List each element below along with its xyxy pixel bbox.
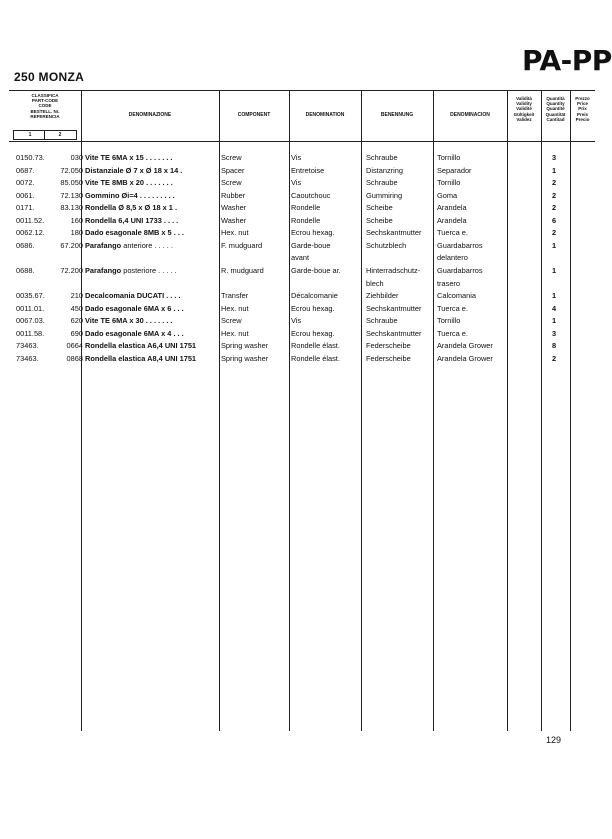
part-code-1: 0150.73. (16, 153, 45, 162)
component-es: Tornillo (437, 178, 461, 188)
component-de: Ziehbilder (366, 291, 399, 301)
component-es: Tuerca e. (437, 328, 468, 338)
component-fr: Décalcomanie (291, 291, 338, 301)
denomination-it (85, 291, 223, 301)
denomination-it (85, 329, 223, 339)
component-fr: Rondelle (291, 203, 321, 213)
denomination-it-bold: Vite TE 6MA x 30 . . . . . . . (85, 316, 173, 326)
component-fr: Caoutchouc (291, 190, 331, 200)
header-es: DENOMINACION (450, 112, 490, 118)
part-code-2: 210 (70, 291, 83, 301)
component-de: Schraube (366, 316, 398, 326)
part-code-2: 690 (70, 328, 83, 338)
quantity: 1 (551, 291, 557, 301)
component-de: Federscheibe (366, 353, 411, 363)
component-en: Spring washer (221, 341, 269, 351)
table-row (9, 216, 595, 226)
component-en: Hex. nut (221, 328, 249, 338)
part-code-1: 0067.03. (16, 316, 45, 326)
component-es: Arandela Grower (437, 341, 493, 351)
header-price: Prezzo Price Prix Preis Precio (575, 96, 590, 122)
component-es: Goma (437, 190, 458, 200)
component-fr: Ecrou hexag. (291, 328, 335, 338)
part-code-1: 0687. (16, 165, 35, 175)
denomination-it (85, 241, 223, 251)
component-fr: Garde-boue ar. (291, 265, 341, 275)
quantity: 2 (551, 178, 557, 188)
denomination-it-bold: Parafango (85, 240, 122, 250)
quantity: 8 (551, 341, 557, 351)
component-en: Transfer (221, 291, 249, 301)
denomination-it-bold: Parafango (85, 265, 122, 275)
denomination-it (85, 153, 223, 163)
header-it: DENOMINAZIONE (128, 112, 172, 118)
parts-table (9, 90, 595, 731)
table-row (9, 241, 595, 251)
component-en: Hex. nut (221, 303, 249, 313)
component-de: Scheibe (366, 215, 393, 225)
table-row (9, 354, 595, 364)
component-es: Separador (437, 165, 472, 175)
table-row (9, 166, 595, 176)
header-rule (9, 141, 595, 142)
component-en: R. mudguard (221, 265, 264, 275)
quantity: 6 (551, 215, 557, 225)
denomination-it-bold: Dado esagonale 6MA x 6 . . . (85, 303, 184, 313)
header-qty: Quantità Quantity Quantité Quantität Cantitad (545, 96, 566, 122)
component-fr: Rondelle élast. (291, 353, 340, 363)
component-fr: Rondelle (291, 215, 321, 225)
component-fr: Vis (291, 316, 302, 326)
part-code-1: 0011.52. (16, 215, 45, 225)
component-en: Spacer (221, 165, 245, 175)
table-row (9, 266, 595, 276)
quantity: 3 (551, 153, 557, 162)
part-code-2: 180 (70, 228, 83, 238)
component-fr: Rondelle élast. (291, 341, 340, 351)
component-de: Scheibe (366, 203, 393, 213)
component-fr: Ecrou hexag. (291, 228, 335, 238)
denomination-it-rest: anteriore . . . . . (121, 240, 173, 250)
denomination-it (85, 354, 223, 364)
denomination-it (85, 203, 223, 213)
quantity: 1 (551, 316, 557, 326)
quantity: 2 (551, 190, 557, 200)
component-en: Spring washer (221, 353, 269, 363)
part-code-1: 0011.01. (16, 303, 45, 313)
component-en: Rubber (221, 190, 246, 200)
part-code-2: 67.200 (60, 240, 83, 250)
quantity: 1 (551, 265, 557, 275)
part-code-2: 72.050 (60, 165, 83, 175)
component-de: Sechskantmutter (366, 328, 422, 338)
component-en: Hex. nut (221, 228, 249, 238)
component-de: Schraube (366, 178, 398, 188)
table-row (9, 316, 595, 326)
denomination-it-bold: Gommino Øi=4 . . . . . . . . . (85, 190, 175, 200)
denomination-it-bold: Rondella Ø 8,5 x Ø 18 x 1 . (85, 203, 178, 213)
denomination-it-bold: Dado esagonale 8MB x 5 . . . (85, 228, 184, 238)
denomination-it (85, 228, 223, 238)
denomination-it-bold: Decalcomania DUCATI . . . . (85, 291, 181, 301)
denomination-it (85, 304, 223, 314)
component-es: Tuerca e. (437, 303, 468, 313)
denomination-it-bold: Rondella elastica A8,4 UNI 1751 (85, 353, 197, 363)
part-code-1: 0061. (16, 190, 35, 200)
quantity: 4 (551, 303, 557, 313)
quantity: 3 (551, 328, 557, 338)
part-code-2: 450 (70, 303, 83, 313)
quantity: 1 (551, 240, 557, 250)
model-title: 250 MONZA (14, 70, 85, 84)
table-row (9, 178, 595, 188)
component-de: Sechskantmutter (366, 303, 422, 313)
component-de: Schraube (366, 153, 398, 162)
denomination-it-bold: Vite TE 6MA x 15 . . . . . . . (85, 153, 173, 162)
denomination-it (85, 216, 223, 226)
part-code-1: 0688. (16, 265, 35, 275)
header-de: BENENNUNG (380, 112, 414, 118)
component-en: Washer (221, 215, 247, 225)
denomination-it (85, 341, 223, 351)
header-validity: Validità Validity Validité Gültigkeit Validez (513, 96, 535, 122)
part-code-1: 0072. (16, 178, 35, 188)
part-code-2: 160 (70, 215, 83, 225)
part-code-2: 0664 (66, 341, 83, 351)
component-de: blech (366, 278, 384, 288)
header-code: CLASSIFICA PART-CODE CODE BESTELL. Nr. REFERENCIA (30, 93, 60, 119)
table-row (9, 329, 595, 339)
component-de: Distanzring (366, 165, 403, 175)
quantity: 2 (551, 203, 557, 213)
component-en: Screw (221, 178, 242, 188)
component-de: Schutzblech (366, 240, 407, 250)
table-row (9, 153, 595, 163)
denomination-it-rest: posteriore . . . . . (121, 265, 177, 275)
denomination-it-bold: Rondella 6,4 UNI 1733 . . . . (85, 215, 179, 225)
denomination-it-bold: Rondella elastica A6,4 UNI 1751 (85, 341, 197, 351)
denomination-it (85, 191, 223, 201)
part-code-2: 72.200 (60, 265, 83, 275)
component-fr: Vis (291, 153, 302, 162)
part-code-1: 0171. (16, 203, 35, 213)
section-code: PA-PP (522, 44, 612, 77)
part-code-2: 85.050 (60, 178, 83, 188)
component-es: Guardabarros (437, 265, 483, 275)
component-es: Arandela (437, 203, 467, 213)
component-en: Screw (221, 153, 242, 162)
component-es: Tuerca e. (437, 228, 468, 238)
component-fr: Entretoise (291, 165, 325, 175)
component-en: F. mudguard (221, 240, 263, 250)
part-code-1: 0062.12. (16, 228, 45, 238)
component-de: Gummiring (366, 190, 403, 200)
table-row (9, 253, 595, 263)
component-es: Arandela (437, 215, 467, 225)
header-sub2: 2 (58, 132, 62, 138)
header-en: COMPONENT (237, 112, 271, 118)
quantity: 1 (551, 165, 557, 175)
component-es: delantero (437, 253, 468, 263)
part-code-1: 73463. (16, 353, 39, 363)
denomination-it-bold: Distanziale Ø 7 x Ø 18 x 14 . (85, 165, 183, 175)
table-row (9, 304, 595, 314)
part-code-1: 0035.67. (16, 291, 45, 301)
table-row (9, 203, 595, 213)
component-es: Tornillo (437, 316, 461, 326)
header-fr: DENOMINATION (305, 112, 345, 118)
component-fr: avant (291, 253, 310, 263)
component-de: Sechskantmutter (366, 228, 422, 238)
part-code-1: 73463. (16, 341, 39, 351)
part-code-2: 83.130 (60, 203, 83, 213)
component-es: Arandela Grower (437, 353, 493, 363)
component-fr: Ecrou hexag. (291, 303, 335, 313)
component-fr: Garde-boue (291, 240, 331, 250)
component-es: Tornillo (437, 153, 461, 162)
table-row (9, 341, 595, 351)
denomination-it-bold: Vite TE 8MB x 20 . . . . . . . (85, 178, 173, 188)
denomination-it-bold: Dado esagonale 6MA x 4 . . . (85, 328, 184, 338)
denomination-it (85, 166, 223, 176)
table-row (9, 279, 595, 289)
part-code-2: 620 (70, 316, 83, 326)
component-es: Calcomania (437, 291, 477, 301)
table-row (9, 191, 595, 201)
denomination-it (85, 316, 223, 326)
table-row (9, 228, 595, 238)
part-code-2: 030 (70, 153, 83, 162)
header-sub1: 1 (28, 132, 32, 138)
component-de: Hinterradschutz- (366, 265, 421, 275)
component-en: Screw (221, 316, 242, 326)
component-fr: Vis (291, 178, 302, 188)
component-es: trasero (437, 278, 461, 288)
part-code-2: 0868 (66, 353, 83, 363)
part-code-2: 72.130 (60, 190, 83, 200)
denomination-it (85, 178, 223, 188)
code-subcol-divider (44, 130, 45, 140)
quantity: 2 (551, 228, 557, 238)
part-code-1: 0011.58. (16, 328, 45, 338)
quantity: 2 (551, 353, 557, 363)
component-de: Federscheibe (366, 341, 411, 351)
component-es: Guardabarros (437, 240, 483, 250)
part-code-1: 0686. (16, 240, 35, 250)
page-number: 129 (546, 735, 562, 745)
component-en: Washer (221, 203, 247, 213)
denomination-it (85, 266, 223, 276)
table-row (9, 291, 595, 301)
